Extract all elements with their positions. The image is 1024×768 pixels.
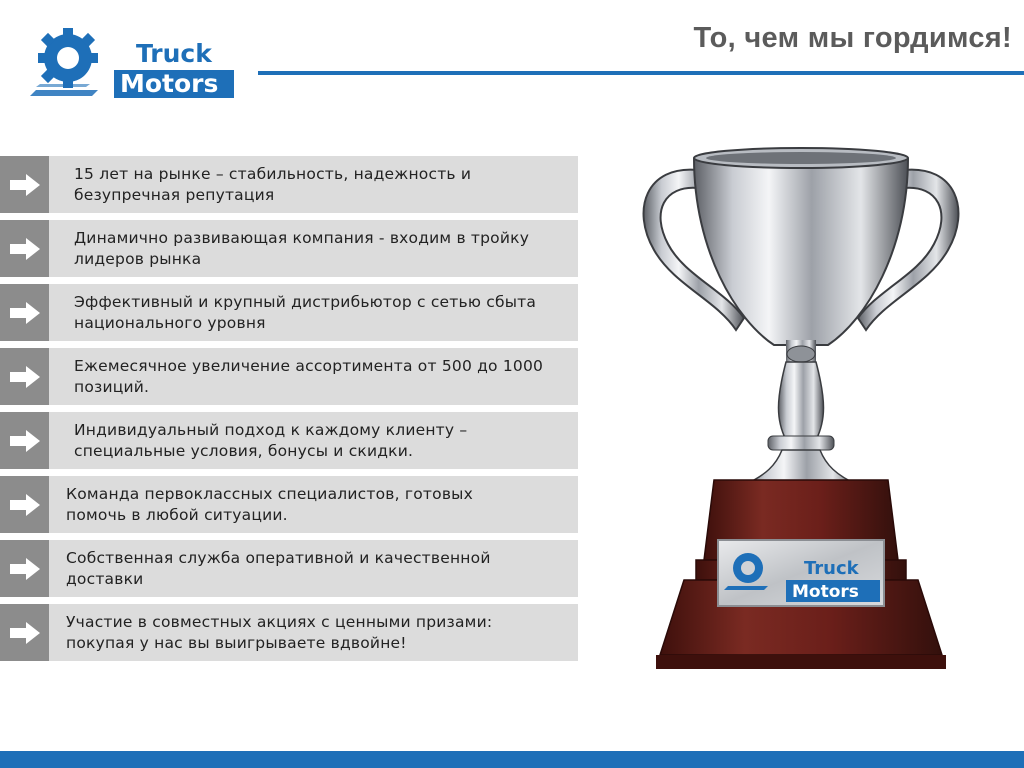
logo-word-motors: Motors xyxy=(120,69,219,98)
achievements-list xyxy=(0,156,578,668)
logo-word-truck: Truck xyxy=(136,39,212,68)
list-item xyxy=(0,476,578,533)
page-title: То, чем мы гордимся! xyxy=(693,22,1012,54)
arrow-right-icon xyxy=(0,284,49,341)
list-item-text: Собственная служба оперативной и качественной доставки xyxy=(66,548,491,588)
arrow-right-icon xyxy=(0,156,49,213)
list-item-text: Динамично развивающая компания - входим в тройку лидеров рынка xyxy=(74,228,530,268)
trophy-image xyxy=(636,140,966,675)
arrow-right-icon xyxy=(0,348,49,405)
plate-word-truck: Truck xyxy=(804,558,859,579)
list-item xyxy=(0,220,578,277)
arrow-right-icon xyxy=(0,604,49,661)
list-item xyxy=(0,284,578,341)
header-divider xyxy=(258,71,1024,75)
list-item-text: Ежемесячное увеличение ассортимента от 500 до 1000 позиций. xyxy=(74,356,544,396)
arrow-right-icon xyxy=(0,540,49,597)
list-item-text: Участие в совместных акциях с ценными призами: покупая у нас вы выигрываете вдвойне! xyxy=(66,612,493,652)
arrow-right-icon xyxy=(0,476,49,533)
list-item xyxy=(0,540,578,597)
list-item-text: Эффективный и крупный дистрибьютор с сетью сбыта национального уровня xyxy=(74,292,537,332)
list-item xyxy=(0,348,578,405)
arrow-right-icon xyxy=(0,412,49,469)
list-item xyxy=(0,604,578,661)
truck-motors-logo xyxy=(30,28,235,100)
list-item-text: Индивидуальный подход к каждому клиенту – специальные условия, бонусы и скидки. xyxy=(74,420,468,460)
list-item-text: 15 лет на рынке – стабильность, надежность и безупречная репутация xyxy=(74,164,472,204)
plate-word-motors: Motors xyxy=(792,582,859,602)
list-item xyxy=(0,412,578,469)
list-item xyxy=(0,156,578,213)
arrow-right-icon xyxy=(0,220,49,277)
gear-icon xyxy=(30,28,98,96)
footer-bar xyxy=(0,751,1024,768)
list-item-text: Команда первоклассных специалистов, готовых помочь в любой ситуации. xyxy=(66,484,473,524)
